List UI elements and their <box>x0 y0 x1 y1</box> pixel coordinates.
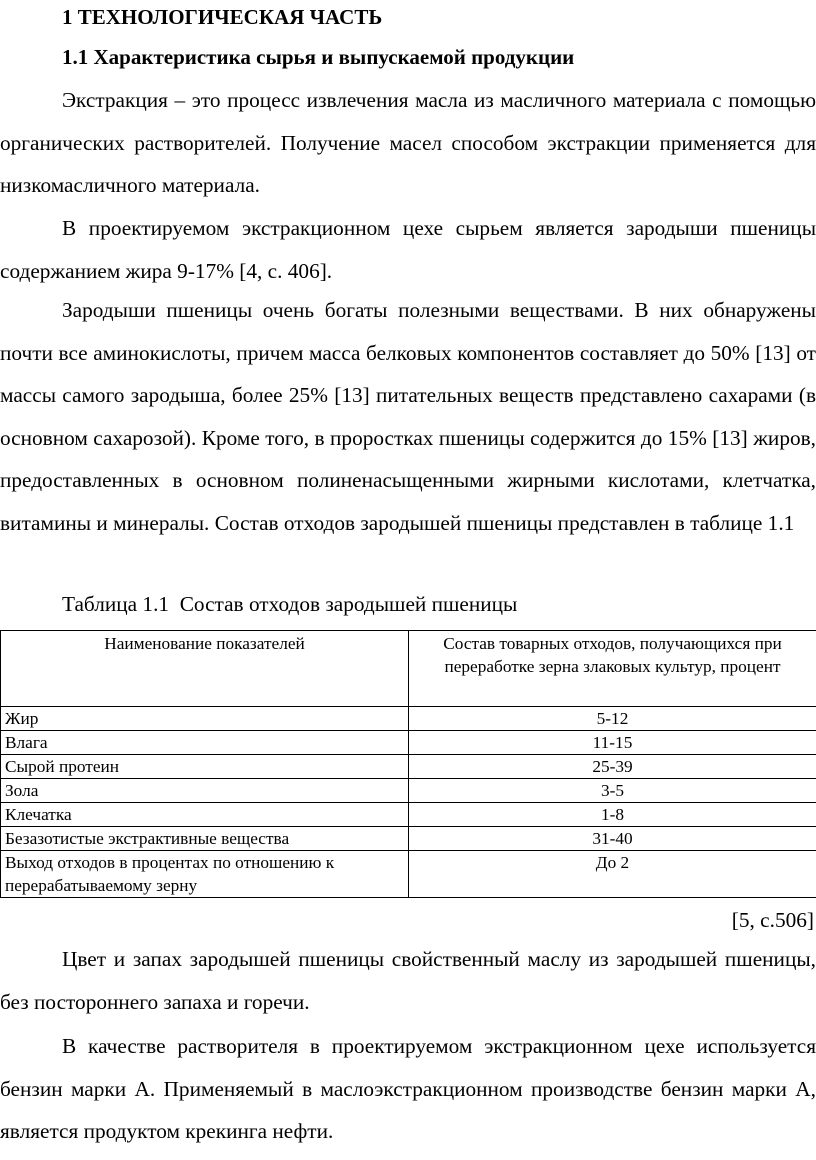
row-value: 11-15 <box>409 731 816 755</box>
header-indicator-name: Наименование показателей <box>1 631 409 707</box>
row-name: Зола <box>1 779 409 803</box>
paragraph-solvent: В качестве растворителя в проектируемом экстракционном цехе используется бензин марки А. Применяемый в маслоэкстракционном производстве бензин марки А, является продуктом крекинга нефти. <box>0 1034 816 1143</box>
composition-table <box>0 630 816 898</box>
row-value: 25-39 <box>409 755 816 779</box>
table-row <box>1 827 816 851</box>
row-value: 1-8 <box>409 803 816 827</box>
paragraph-color-smell: Цвет и запах зародышей пшеницы свойственный маслу из зародышей пшеницы, без постороннего запаха и горечи. <box>0 947 816 1014</box>
table-header-row <box>1 631 816 707</box>
section-heading: 1 ТЕХНОЛОГИЧЕСКАЯ ЧАСТЬ <box>62 5 383 29</box>
paragraph-wheat-germ: Зародыши пшеницы очень богаты полезными веществами. В них обнаружены почти все аминокислоты, причем масса белковых компонентов составляет до 50% [13] от массы самого зародыша, более 25% [13] питательных веществ представлено сахарами (в основном сахарозой). Кроме того, в проростках пшеницы содержится до 15% [13] жиров, предоставленных в основном полиненасыщенными жирными кислотами, клетчатка, витамины и минералы. Состав отходов зародышей пшеницы представлен в таблице 1.1 <box>0 298 816 535</box>
row-name: Безазотистые экстрактивные вещества <box>1 827 409 851</box>
paragraph-raw-material: В проектируемом экстракционном цехе сырьем является зародыши пшеницы содержанием жира 9-17% [4, с. 406]. <box>0 216 816 283</box>
row-value: 5-12 <box>409 707 816 731</box>
header-composition: Состав товарных отходов, получающихся при переработке зерна злаковых культур, процент <box>409 631 816 707</box>
row-name: Жир <box>1 707 409 731</box>
row-value: 31-40 <box>409 827 816 851</box>
row-name: Выход отходов в процентах по отношению к перерабатываемому зерну <box>1 851 409 898</box>
table-row <box>1 755 816 779</box>
row-value: До 2 <box>409 851 816 898</box>
row-name: Влага <box>1 731 409 755</box>
paragraph-extraction: Экстракция – это процесс извлечения масла из масличного материала с помощью органических растворителей. Получение масел способом экстракции применяется для низкомасличного материала. <box>0 88 816 197</box>
subsection-heading: 1.1 Характеристика сырья и выпускаемой продукции <box>62 45 575 69</box>
table-source-reference: [5, с.506] <box>731 908 814 932</box>
table-caption: Таблица 1.1 Состав отходов зародышей пшеницы <box>62 592 518 616</box>
table-row <box>1 779 816 803</box>
table-row <box>1 851 816 898</box>
row-value: 3-5 <box>409 779 816 803</box>
table-row <box>1 707 816 731</box>
row-name: Сырой протеин <box>1 755 409 779</box>
table-row <box>1 803 816 827</box>
row-name: Клечатка <box>1 803 409 827</box>
table-row <box>1 731 816 755</box>
